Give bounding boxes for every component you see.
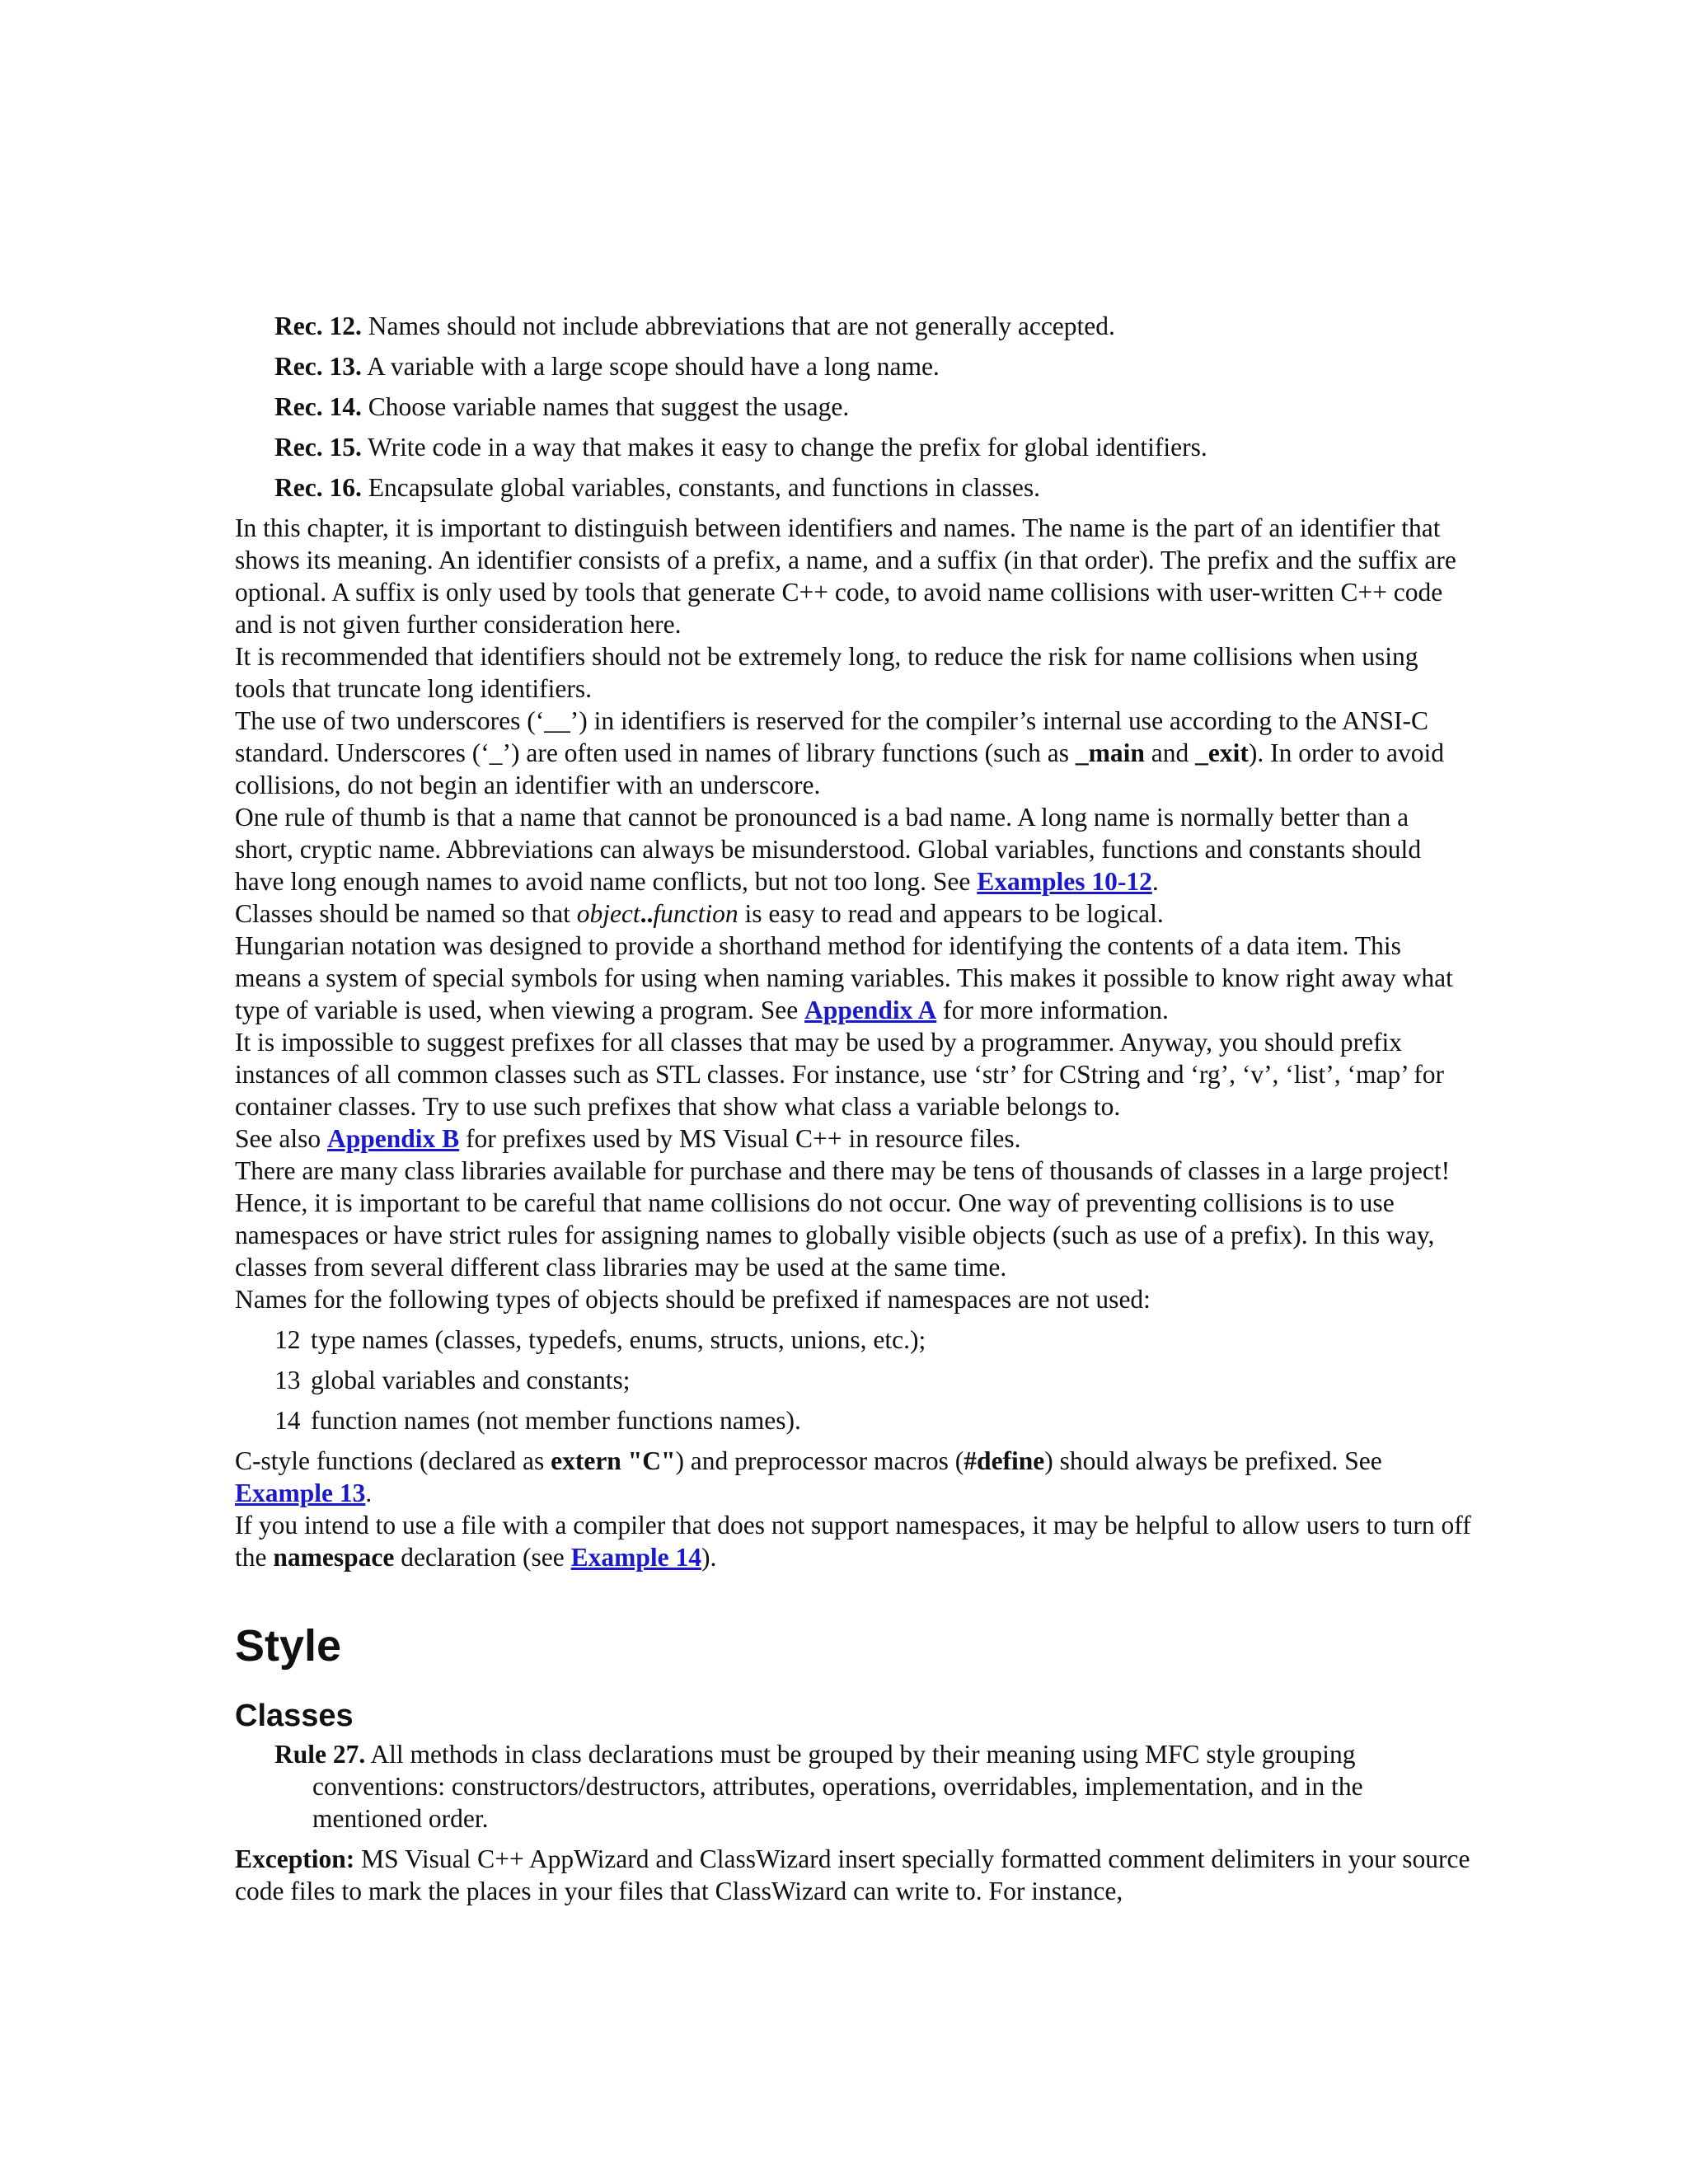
code-define: #define	[964, 1446, 1045, 1475]
rule-label: Rule 27.	[274, 1740, 366, 1769]
text-run: ) should always be prefixed. See	[1044, 1446, 1382, 1475]
text-run: One rule of thumb is that a name that cannot be pronounced is a bad name. A long name is normally better than a short, cryptic name. Abbreviations can always be misunderstood. Global variables, functions and constants should have long enough names to avoid name conflicts, but not too long. See	[235, 803, 1422, 896]
rule-27	[274, 1738, 1471, 1835]
paragraph-names-prefixed: Names for the following types of objects should be prefixed if namespaces are not used:	[235, 1285, 1151, 1314]
exception-label: Exception:	[235, 1844, 355, 1873]
heading-style: Style	[235, 1621, 342, 1671]
document-page	[235, 310, 1471, 1907]
examples-10-12-link[interactable]: Examples 10-12	[977, 867, 1152, 896]
appendix-b-link[interactable]: Appendix B	[326, 1124, 460, 1153]
paragraph-see-also	[235, 1122, 1471, 1155]
rec-text: Choose variable names that suggest the usage.	[361, 392, 850, 421]
appendix-a-link[interactable]: Appendix A	[804, 996, 937, 1024]
text-run: .	[1151, 867, 1159, 896]
list-text: type names (classes, typedefs, enums, structs, unions, etc.);	[311, 1325, 926, 1354]
text-run: and	[1144, 738, 1196, 767]
rec-text: Encapsulate global variables, constants, and functions in classes.	[361, 473, 1040, 502]
paragraph-c-style	[235, 1445, 1471, 1509]
italic-function: function	[653, 899, 738, 928]
text-run: Classes should be named so that	[235, 899, 577, 928]
paragraph-underscores	[235, 705, 1471, 801]
rec-15	[274, 431, 1471, 463]
text-run: .	[365, 1479, 373, 1507]
rule-text: All methods in class declarations must be grouped by their meaning using MFC style grouping conventions: constructors/destructors, attributes, operations, overridables, implementation, and in the mentioned order.	[312, 1740, 1363, 1833]
text-run: See also	[235, 1124, 327, 1153]
list-number: 12	[274, 1325, 301, 1354]
dots: ..	[640, 899, 654, 928]
rec-label: Rec. 12.	[274, 312, 362, 340]
text-run: If you intend to use a file with a compiler that does not support namespaces, it may be helpful to allow users to turn off the	[235, 1511, 1471, 1572]
list-item	[274, 1404, 1471, 1436]
paragraph-prefixes: It is impossible to suggest prefixes for all classes that may be used by a programmer. Anyway, you should prefix instances of all common classes such as STL classes. For instance, use ‘str’ for CString and ‘rg’, ‘v’, ‘list’, ‘map’ for container classes. Try to use such prefixes that show what class a variable belongs to.	[235, 1028, 1445, 1121]
rec-label: Rec. 16.	[274, 473, 362, 502]
text-run: for prefixes used by MS Visual C++ in resource files.	[459, 1124, 1021, 1153]
list-number: 13	[274, 1366, 301, 1394]
code-main: _main	[1075, 738, 1145, 767]
paragraph-identifiers: In this chapter, it is important to distinguish between identifiers and names. The name is the part of an identifier that shows its meaning. An identifier consists of a prefix, a name, and a suffix (in that order). The prefix and the suffix are optional. A suffix is only used by tools that generate C++ code, to avoid name collisions with user-written C++ code and is not given further consideration here.	[235, 513, 1456, 639]
list-item	[274, 1364, 1471, 1396]
text-run: declaration (see	[394, 1543, 571, 1572]
list-number: 14	[274, 1406, 301, 1435]
text-run: for more information.	[936, 996, 1169, 1024]
exception-text: MS Visual C++ AppWizard and ClassWizard insert specially formatted comment delimiters in your source code files to mark the places in your files that ClassWizard can write to. For instance,	[235, 1844, 1470, 1905]
text-run: ).	[701, 1543, 717, 1572]
paragraph-namespace	[235, 1509, 1471, 1573]
text-run: The use of two underscores (‘__’) in identifiers is reserved for the compiler’s internal use according to the ANSI-C standard. Underscores (‘_’) are often used in names of library functions (such as	[235, 706, 1428, 767]
rec-16	[274, 471, 1471, 504]
rec-13	[274, 350, 1471, 382]
example-14-link[interactable]: Example 14	[570, 1543, 701, 1572]
rec-text: A variable with a large scope should have a long name.	[361, 352, 940, 381]
code-extern-c: extern "C"	[551, 1446, 676, 1475]
text-run: ) and preprocessor macros (	[675, 1446, 964, 1475]
rec-label: Rec. 15.	[274, 433, 362, 462]
rec-label: Rec. 14.	[274, 392, 362, 421]
list-item	[274, 1324, 1471, 1356]
text-run: C-style functions (declared as	[235, 1446, 551, 1475]
text-run: is easy to read and appears to be logical.	[738, 899, 1164, 928]
rec-text: Names should not include abbreviations that are not generally accepted.	[361, 312, 1115, 340]
heading-classes: Classes	[235, 1699, 354, 1733]
example-13-link[interactable]: Example 13	[235, 1479, 366, 1507]
rec-label: Rec. 13.	[274, 352, 362, 381]
paragraph-rule-of-thumb	[235, 801, 1471, 898]
paragraph-class-naming	[235, 898, 1471, 930]
code-namespace: namespace	[273, 1543, 395, 1572]
text-run: ). In order to avoid collisions, do not begin an identifier with an underscore.	[235, 738, 1444, 799]
rec-text: Write code in a way that makes it easy to change the prefix for global identifiers.	[361, 433, 1207, 462]
paragraph-class-libraries: There are many class libraries available for purchase and there may be tens of thousands of classes in a large project! Hence, it is important to be careful that name collisions do not occur. One way of preventing collisions is to use namespaces or have strict rules for assigning names to globally visible objects (such as use of a prefix). In this way, classes from several different class libraries may be used at the same time.	[235, 1156, 1451, 1282]
rec-12	[274, 310, 1471, 342]
list-text: function names (not member functions names).	[311, 1406, 801, 1435]
italic-object: object	[576, 899, 640, 928]
paragraph-exception	[235, 1843, 1471, 1907]
rec-14	[274, 391, 1471, 423]
paragraph-length: It is recommended that identifiers should not be extremely long, to reduce the risk for name collisions when using tools that truncate long identifiers.	[235, 642, 1418, 703]
text-run: Hungarian notation was designed to provide a shorthand method for identifying the contents of a data item. This means a system of special symbols for using when naming variables. This makes it possible to know right away what type of variable is used, when viewing a program. See	[235, 931, 1453, 1024]
paragraph-hungarian	[235, 930, 1471, 1026]
list-text: global variables and constants;	[311, 1366, 631, 1394]
code-exit: _exit	[1195, 738, 1249, 767]
